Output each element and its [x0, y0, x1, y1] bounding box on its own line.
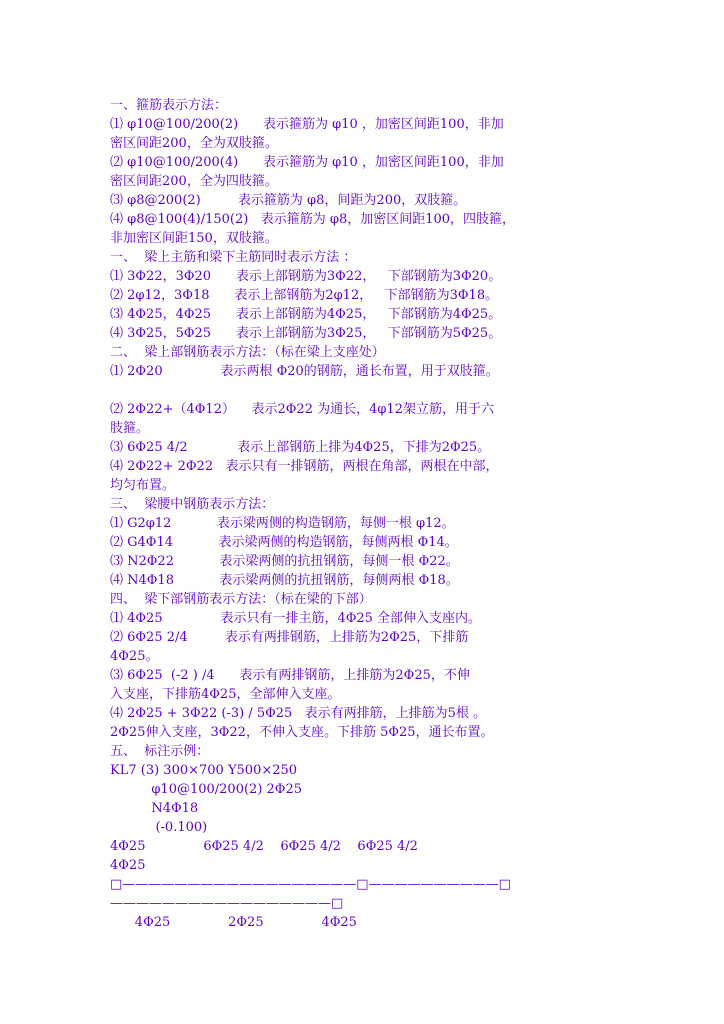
text-line: 四、 梁下部钢筋表示方法：（标在梁的下部）	[110, 592, 372, 607]
text-line: 三、 梁腰中钢筋表示方法：	[110, 497, 275, 512]
text-line: 密区间距200，全为四肢箍。	[110, 174, 278, 189]
text-line: ⑶ φ8@200(2) 表示箍筋为 φ8，间距为200，双肢箍。	[110, 193, 467, 208]
text-line: 4Φ25	[110, 858, 146, 873]
text-line: ⑷ 2Φ25 + 3Φ22 (-3) / 5Φ25 表示有两排筋，上排筋为5根 。	[110, 706, 487, 721]
text-line: ⑶ N2Φ22 表示梁两侧的抗扭钢筋，每侧一根 Φ22。	[110, 554, 459, 569]
text-line: 4Φ25。	[110, 649, 159, 664]
text-line: ⑶ 6Φ25 (-2 ) /4 表示有两排钢筋，上排筋为2Φ25，不伸	[110, 668, 470, 683]
text-line: KL7 (3) 300×700 Y500×250	[110, 763, 298, 778]
document-body	[110, 96, 630, 932]
text-line: 五、 标注示例：	[110, 744, 210, 759]
text-line	[110, 381, 630, 400]
text-line: 均匀布置。	[110, 478, 176, 493]
text-line: 4Φ25 6Φ25 4/2 6Φ25 4/2 6Φ25 4/2	[110, 839, 418, 854]
text-line: 二、 梁上部钢筋表示方法：（标在梁上支座处）	[110, 345, 385, 360]
text-line: ⑵ φ10@100/200(4) 表示箍筋为 φ10 ，加密区间距100，非加	[110, 155, 504, 170]
text-line: φ10@100/200(2) 2Φ25	[110, 782, 302, 797]
text-line: ⑶ 4Φ25，4Φ25 表示上部钢筋为4Φ25， 下部钢筋为4Φ25。	[110, 307, 502, 322]
text-line: □——————————————————□——————————□	[110, 877, 511, 892]
text-line: —————————————————□	[110, 896, 344, 911]
text-line: ⑴ G2φ12 表示梁两侧的构造钢筋，每侧一根 φ12。	[110, 516, 455, 531]
text-line: ⑵ 6Φ25 2/4 表示有两排钢筋，上排筋为2Φ25，下排筋	[110, 630, 469, 645]
text-line: 4Φ25 2Φ25 4Φ25	[110, 915, 357, 930]
text-line: ⑵ 2Φ22+（4Φ12） 表示2Φ22 为通长，4φ12架立筋，用于六	[110, 402, 495, 417]
text-line: ⑷ φ8@100(4)/150(2) 表示箍筋为 φ8，加密区间距100，四肢箍，	[110, 212, 516, 227]
text-line: ⑴ 3Φ22，3Φ20 表示上部钢筋为3Φ22， 下部钢筋为3Φ20。	[110, 269, 502, 284]
text-line: ⑶ 6Φ25 4/2 表示上部钢筋上排为4Φ25，下排为2Φ25。	[110, 440, 491, 455]
text-line: 入支座，下排筋4Φ25，全部伸入支座。	[110, 687, 341, 702]
text-line: ⑴ 2Φ20 表示两根 Φ20的钢筋，通长布置，用于双肢箍。	[110, 364, 499, 379]
text-line: ⑴ 4Φ25 表示只有一排主筋，4Φ25 全部伸入支座内。	[110, 611, 482, 626]
text-line: ⑷ N4Φ18 表示梁两侧的抗扭钢筋，每侧两根 Φ18。	[110, 573, 459, 588]
text-line: N4Φ18	[110, 801, 199, 816]
text-line: ⑵ G4Φ14 表示梁两侧的构造钢筋，每侧两根 Φ14。	[110, 535, 458, 550]
text-line: ⑷ 3Φ25，5Φ25 表示上部钢筋为3Φ25， 下部钢筋为5Φ25。	[110, 326, 502, 341]
text-line: 非加密区间距150，双肢箍。	[110, 231, 278, 246]
text-line: ⑷ 2Φ22+ 2Φ22 表示只有一排钢筋，两根在角部，两根在中部，	[110, 459, 499, 474]
text-line: (-0.100)	[110, 820, 208, 835]
text-line: 2Φ25伸入支座，3Φ22，不伸入支座。下排筋 5Φ25，通长布置。	[110, 725, 494, 740]
text-line: 一、箍筋表示方法：	[110, 98, 228, 113]
text-line: ⑵ 2φ12，3Φ18 表示上部钢筋为2φ12， 下部钢筋为3Φ18。	[110, 288, 499, 303]
text-line: 密区间距200，全为双肢箍。	[110, 136, 278, 151]
text-line: 一、 梁上主筋和梁下主筋同时表示方法 ：	[110, 250, 357, 265]
text-line: 肢箍。	[110, 421, 150, 436]
text-line: ⑴ φ10@100/200(2) 表示箍筋为 φ10 ，加密区间距100，非加	[110, 117, 504, 132]
